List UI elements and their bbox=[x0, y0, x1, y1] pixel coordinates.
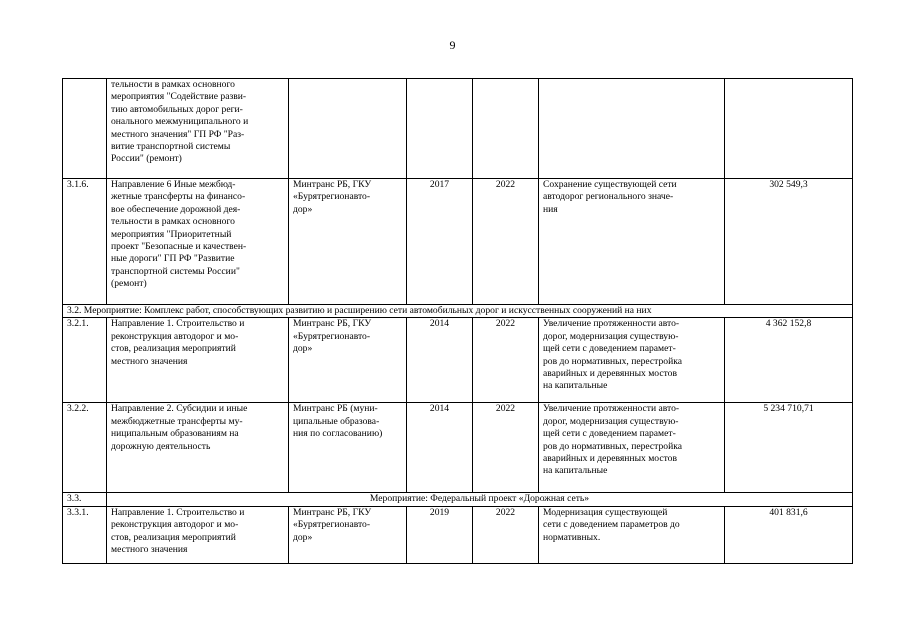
end-year-cell-text: 2022 bbox=[495, 506, 516, 518]
start-year-cell-text: 2019 bbox=[429, 506, 450, 518]
executor-cell bbox=[289, 179, 407, 305]
result-cell-text: Модернизация существующей сети с доведением параметров до нормативных. bbox=[543, 506, 680, 543]
table-row bbox=[63, 305, 853, 318]
direction-cell bbox=[107, 403, 289, 493]
start-year-cell-text: 2017 bbox=[429, 179, 450, 190]
start-year-cell bbox=[407, 318, 473, 403]
table-row bbox=[63, 179, 853, 305]
executor-cell-text: Минтранс РБ, ГКУ «Бурятрегионавто- дор» bbox=[293, 318, 372, 355]
start-year-cell bbox=[407, 506, 473, 563]
direction-cell bbox=[107, 179, 289, 305]
direction-cell bbox=[107, 79, 289, 179]
federal-project-title-text: Мероприятие: Федеральный проект «Дорожная сеть» bbox=[369, 493, 590, 505]
amount-cell bbox=[725, 179, 853, 305]
direction-cell-text: Направление 1. Строительство и реконструкция автодорог и мо- стов, реализация мероприятий местного значения bbox=[111, 318, 245, 367]
result-cell bbox=[539, 318, 725, 403]
end-year-cell-text: 2022 bbox=[495, 179, 516, 190]
amount-cell-text: 302 549,3 bbox=[769, 179, 808, 190]
direction-cell bbox=[107, 506, 289, 563]
direction-cell bbox=[107, 318, 289, 403]
executor-cell-text: Минтранс РБ, ГКУ «Бурятрегионавто- дор» bbox=[293, 179, 372, 215]
table-row bbox=[63, 318, 853, 403]
result-cell-text: Увеличение протяженности авто- дорог, модернизация существую- щей сети с доведением парамет- ров до нормативных, перестройка аварийных и деревянных мостов на капитальные bbox=[543, 403, 682, 477]
result-cell-text: Сохранение существующей сети автодорог регионального значе- ния bbox=[543, 179, 677, 215]
executor-cell bbox=[289, 403, 407, 493]
start-year-cell bbox=[407, 179, 473, 305]
row-number-text: 3.1.6. bbox=[67, 179, 89, 190]
end-year-cell bbox=[473, 318, 539, 403]
direction-cell-text: Направление 1. Строительство и реконструкция автодорог и мо- стов, реализация мероприятий местного значения bbox=[111, 506, 245, 556]
result-cell-text: Увеличение протяженности авто- дорог, модернизация существую- щей сети с доведением парамет- ров до нормативных, перестройка аварийных и деревянных мостов на капитальные bbox=[543, 318, 682, 392]
executor-cell bbox=[289, 506, 407, 563]
row-number-text: 3.3.1. bbox=[67, 506, 89, 518]
row-number bbox=[63, 506, 107, 563]
executor-cell bbox=[289, 318, 407, 403]
start-year-cell bbox=[407, 79, 473, 179]
federal-project-title bbox=[107, 493, 853, 506]
result-cell bbox=[539, 506, 725, 563]
table-row bbox=[63, 403, 853, 493]
end-year-cell-text: 2022 bbox=[495, 403, 516, 415]
row-number-text: 3.2.2. bbox=[67, 403, 89, 415]
end-year-cell bbox=[473, 179, 539, 305]
direction-cell-text: тельности в рамках основного мероприятия "Содействие разви- тию автомобильных дорог реги- онального межмуниципального и местного значения" ГП РФ "Раз- витие транспортной системы России" (ремонт) bbox=[111, 79, 249, 165]
amount-cell-text: 4 362 152,8 bbox=[765, 318, 812, 330]
result-cell bbox=[539, 79, 725, 179]
table-row bbox=[63, 493, 853, 506]
program-table bbox=[62, 78, 853, 564]
section-header-text: 3.2. Мероприятие: Комплекс работ, способствующих развитию и расширению сети автомобильных дорог и искусственных сооружений на них bbox=[67, 305, 652, 316]
row-number bbox=[63, 179, 107, 305]
table-row bbox=[63, 506, 853, 563]
end-year-cell bbox=[473, 403, 539, 493]
end-year-cell bbox=[473, 506, 539, 563]
page-number: 9 bbox=[449, 38, 456, 52]
direction-cell-text: Направление 6 Иные межбюд- жетные трансферты на финансо- вое обеспечение дорожной дея- тельности в рамках основного мероприятия "Приоритетный проект "Безопасные и качествен- ные дороги" ГП РФ "Развитие транспортной системы России" (ремонт) bbox=[111, 179, 247, 290]
row-number-text: 3.3. bbox=[67, 493, 82, 505]
start-year-cell bbox=[407, 403, 473, 493]
amount-cell bbox=[725, 79, 853, 179]
amount-cell bbox=[725, 318, 853, 403]
result-cell bbox=[539, 179, 725, 305]
executor-cell bbox=[289, 79, 407, 179]
end-year-cell-text: 2022 bbox=[495, 318, 516, 330]
row-number bbox=[63, 318, 107, 403]
row-number-text: 3.2.1. bbox=[67, 318, 89, 330]
start-year-cell-text: 2014 bbox=[429, 403, 450, 415]
end-year-cell bbox=[473, 79, 539, 179]
amount-cell bbox=[725, 403, 853, 493]
amount-cell-text: 401 831,6 bbox=[769, 506, 808, 518]
result-cell bbox=[539, 403, 725, 493]
table-row bbox=[63, 79, 853, 179]
executor-cell-text: Минтранс РБ, ГКУ «Бурятрегионавто- дор» bbox=[293, 506, 372, 543]
section-header bbox=[63, 305, 853, 318]
start-year-cell-text: 2014 bbox=[429, 318, 450, 330]
row-number bbox=[63, 493, 107, 506]
direction-cell-text: Направление 2. Субсидии и иные межбюджетные трансферты му- ниципальным образованиям на дорожную деятельность bbox=[111, 403, 248, 452]
row-number bbox=[63, 79, 107, 179]
amount-cell-text: 5 234 710,71 bbox=[763, 403, 814, 415]
executor-cell-text: Минтранс РБ (муни- ципальные образова- ния по согласованию) bbox=[293, 403, 383, 440]
amount-cell bbox=[725, 506, 853, 563]
row-number bbox=[63, 403, 107, 493]
